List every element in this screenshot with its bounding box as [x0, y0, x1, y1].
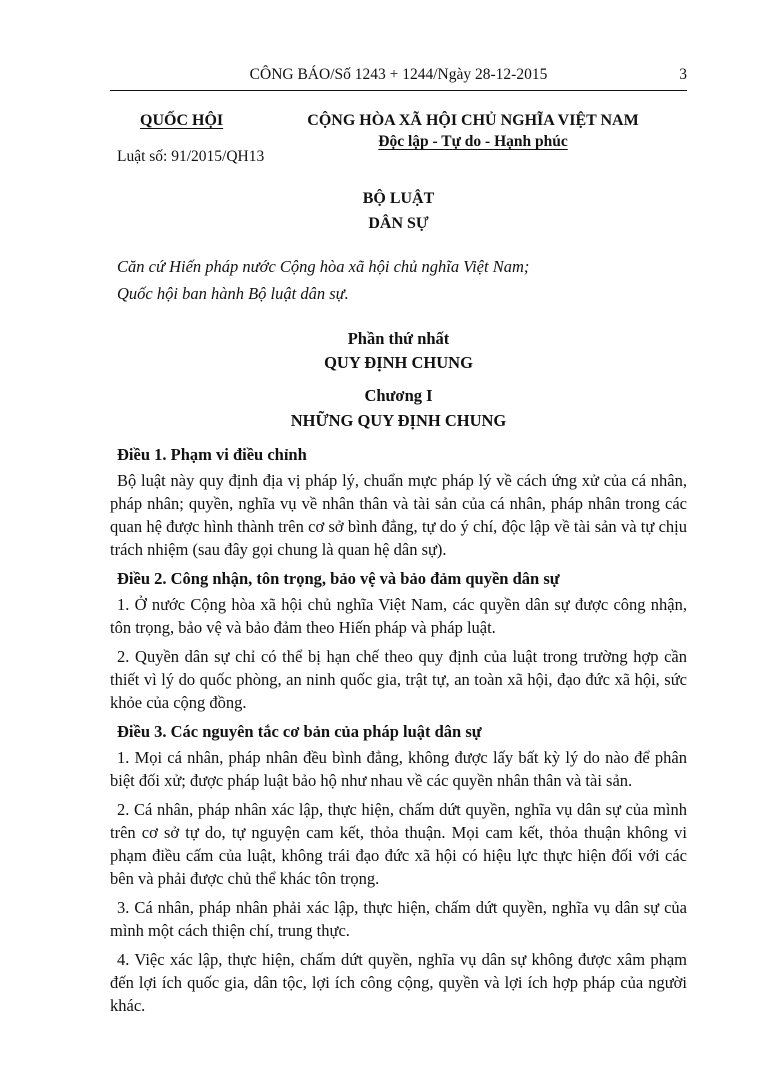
article-3-paragraph-2: 2. Cá nhân, pháp nhân xác lập, thực hiện, chấm dứt quyền, nghĩa vụ dân sự của mình trên cơ sở tự do, tự nguyện cam kết, thỏa thuận. Mọi cam kết, thỏa thuận không vi phạm điều cấm của luật, không trái đạo đức xã hội có hiệu lực thực hiện đối với các bên và phải được chủ thể khác tôn trọng. — [110, 800, 687, 888]
nation-name: CỘNG HÒA XÃ HỘI CHỦ NGHĨA VIỆT NAM — [307, 112, 639, 129]
article-3-paragraph-1: 1. Mọi cá nhân, pháp nhân đều bình đẳng, không được lấy bất kỳ lý do nào để phân biệt đối xử; được pháp luật bảo hộ như nhau về các quyền nhân thân và tài sản. — [110, 748, 687, 790]
nation-motto — [278, 131, 668, 153]
article-3-paragraph-3: 3. Cá nhân, pháp nhân phải xác lập, thực hiện, chấm dứt quyền, nghĩa vụ dân sự của mình một cách thiện chí, trung thực. — [110, 898, 687, 940]
issuer-name — [140, 110, 223, 132]
chapter-name: NHỮNG QUY ĐỊNH CHUNG — [290, 411, 507, 430]
law-number: Luật số: 91/2015/QH13 — [117, 148, 265, 165]
article-2-title: Điều 2. Công nhận, tôn trọng, bảo vệ và bảo đảm quyền dân sự — [117, 569, 560, 588]
preamble-line-1: Căn cứ Hiến pháp nước Cộng hòa xã hội chủ nghĩa Việt Nam; — [117, 257, 530, 276]
running-header — [110, 64, 687, 86]
article-3-paragraph-4: 4. Việc xác lập, thực hiện, chấm dứt quyền, nghĩa vụ dân sự không được xâm phạm đến lợi ích quốc gia, dân tộc, lợi ích công cộng, quyền và lợi ích hợp pháp của người khác. — [110, 950, 687, 1015]
gazette-running-title: CÔNG BÁO/Số 1243 + 1244/Ngày 28-12-2015 — [249, 66, 548, 83]
doc-title-line-2: DÂN SỰ — [368, 215, 429, 232]
doc-title-line-1: BỘ LUẬT — [362, 190, 435, 207]
header-rule — [110, 90, 687, 91]
article-1-title: Điều 1. Phạm vi điều chỉnh — [117, 445, 307, 464]
part-label: Phần thứ nhất — [347, 329, 450, 348]
article-2-paragraph-1: 1. Ở nước Cộng hòa xã hội chủ nghĩa Việt Nam, các quyền dân sự được công nhận, tôn trọng, bảo vệ và bảo đảm theo Hiến pháp và pháp luật. — [110, 595, 687, 637]
article-3-title: Điều 3. Các nguyên tắc cơ bản của pháp luật dân sự — [117, 722, 482, 741]
part-name: QUY ĐỊNH CHUNG — [324, 353, 473, 372]
article-1-paragraph: Bộ luật này quy định địa vị pháp lý, chuẩn mực pháp lý về cách ứng xử của cá nhân, pháp nhân; quyền, nghĩa vụ về nhân thân và tài sản của cá nhân, pháp nhân trong các quan hệ được hình thành trên cơ sở bình đẳng, tự do ý chí, độc lập về tài sản và tự chịu trách nhiệm (sau đây gọi chung là quan hệ dân sự). — [110, 471, 687, 559]
page-number: 3 — [679, 66, 687, 83]
article-2-paragraph-2: 2. Quyền dân sự chỉ có thể bị hạn chế theo quy định của luật trong trường hợp cần thiết vì lý do quốc phòng, an ninh quốc gia, trật tự, an toàn xã hội, đạo đức xã hội, sức khỏe của cộng đồng. — [110, 647, 687, 712]
issuer-name-text: QUỐC HỘI — [140, 112, 224, 129]
articles-body — [110, 443, 687, 1023]
nation-motto-text: Độc lập - Tự do - Hạnh phúc — [378, 133, 568, 150]
preamble-line-2: Quốc hội ban hành Bộ luật dân sự. — [117, 284, 349, 303]
chapter-label: Chương I — [364, 386, 433, 405]
